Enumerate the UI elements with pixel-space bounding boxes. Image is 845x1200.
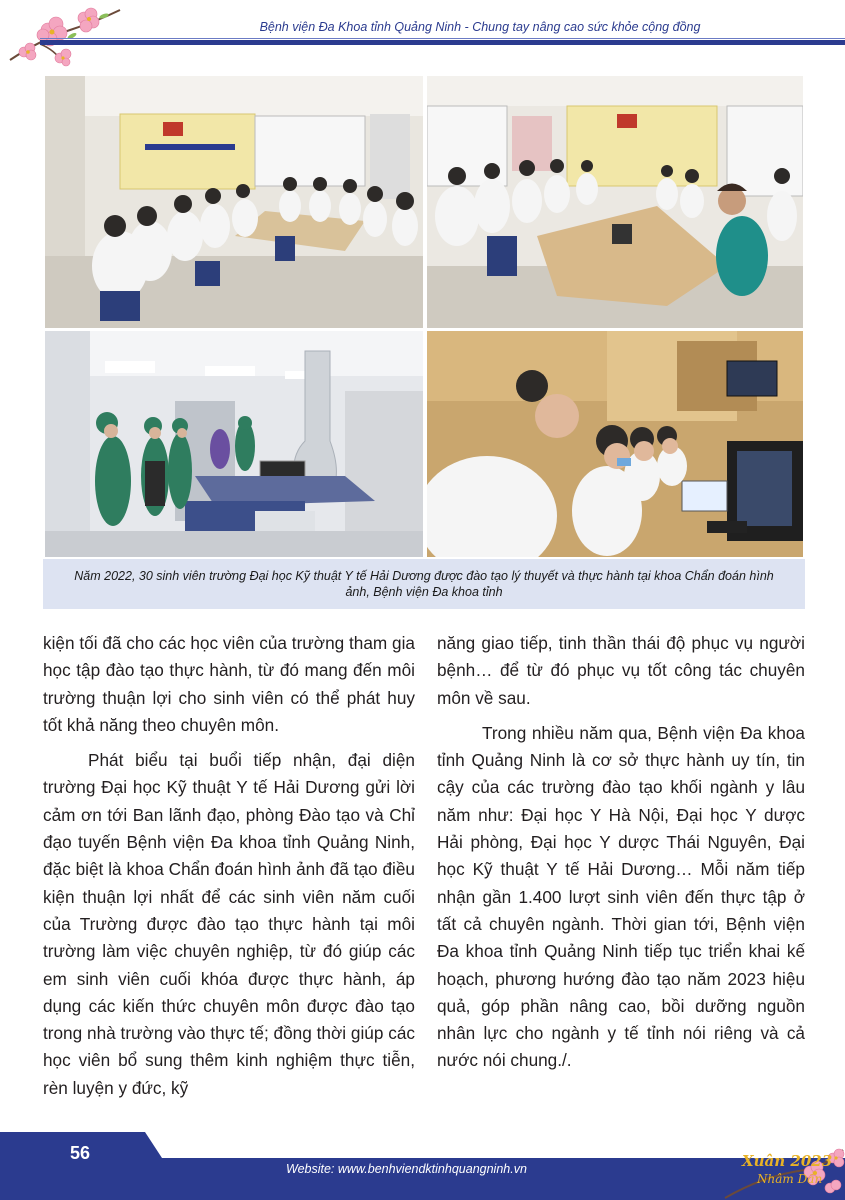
paragraph: Trong nhiều năm qua, Bệnh viện Đa khoa tỉnh Quảng Ninh là cơ sở thực hành uy tín, tin cậy của các trường đào tạo khối ngành y lâu năm như: Đại học Y Hà Nội, Đại học Y dược Hải phòng, Đại học Y dược Thái Nguyên, Đại học Kỹ thuật Y tế Hải Dương… Mỗi năm tiếp nhận gần 1.400 lượt sinh viên đến thực tập ở tất cả chuyên ngành. Thời gian tới, Bệnh viện Đa khoa tỉnh Quảng Ninh tiếp tục triển khai kế hoạch, phương hướng đào tạo năm 2023 hiệu quả, góp phần nâng cao, bồi dưỡng nguồn nhân lực cho ngành y tế tỉnh nói riêng và cả nước nói chung./. (437, 722, 805, 1071)
tet-year-label: Xuân 2023 (742, 1152, 833, 1170)
page-header (0, 0, 845, 52)
page-number: 56 (70, 1143, 91, 1163)
angiography-room-photo (45, 331, 423, 557)
peach-blossom-icon (0, 0, 140, 70)
tet-name-label: Nhâm Dần (757, 1172, 823, 1186)
meeting-table-photo (427, 76, 803, 328)
header-rule (40, 40, 845, 45)
paragraph: kiện tối đã cho các học viên của trường tham gia học tập đào tạo thực hành, từ đó mang đến môi trường thuận lợi cho sinh viên có thể phát huy tốt khả năng theo chuyên môn. (43, 633, 415, 735)
paragraph: năng giao tiếp, tinh thần thái độ phục vụ người bệnh… để từ đó phục vụ tốt công tác chuyên môn về sau. (437, 633, 805, 708)
header-rule-thin (40, 38, 845, 39)
article-column-left (43, 630, 415, 1102)
classroom-lecture-photo (45, 76, 423, 328)
running-header: Bệnh viện Đa Khoa tỉnh Quảng Ninh - Chung tay nâng cao sức khỏe cộng đồng (259, 20, 701, 34)
photo-caption: Năm 2022, 30 sinh viên trường Đại học Kỹ thuật Y tế Hải Dương được đào tạo lý thuyết và thực hành tại khoa Chẩn đoán hình ảnh, Bệnh viện Đa khoa tỉnh (43, 559, 805, 609)
article-column-right (437, 630, 805, 1075)
paragraph: Phát biểu tại buổi tiếp nhận, đại diện trường Đại học Kỹ thuật Y tế Hải Dương gửi lời cảm ơn tới Ban lãnh đạo, phòng Đào tạo và Chỉ đạo tuyến Bệnh viện Đa khoa tỉnh Quảng Ninh, đặc biệt là khoa Chẩn đoán hình ảnh đã tạo điều kiện thuận lợi nhất để các sinh viên năm cuối của Trường được đào tạo thực hành tại môi trường làm việc chuyên nghiệp, từ đó giúp các em sinh viên cuối khóa được thực hành, áp dụng các kiến thức chuyên môn được đào tạo trong nhà trường vào thực tế; đồng thời giúp các học viên bổ sung thêm kinh nghiệm thực tiễn, rèn luyện y đức, kỹ (43, 750, 415, 1098)
website-link[interactable]: Website: www.benhviendktinhquangninh.vn (286, 1162, 527, 1176)
radiology-workstation-photo (427, 331, 803, 557)
